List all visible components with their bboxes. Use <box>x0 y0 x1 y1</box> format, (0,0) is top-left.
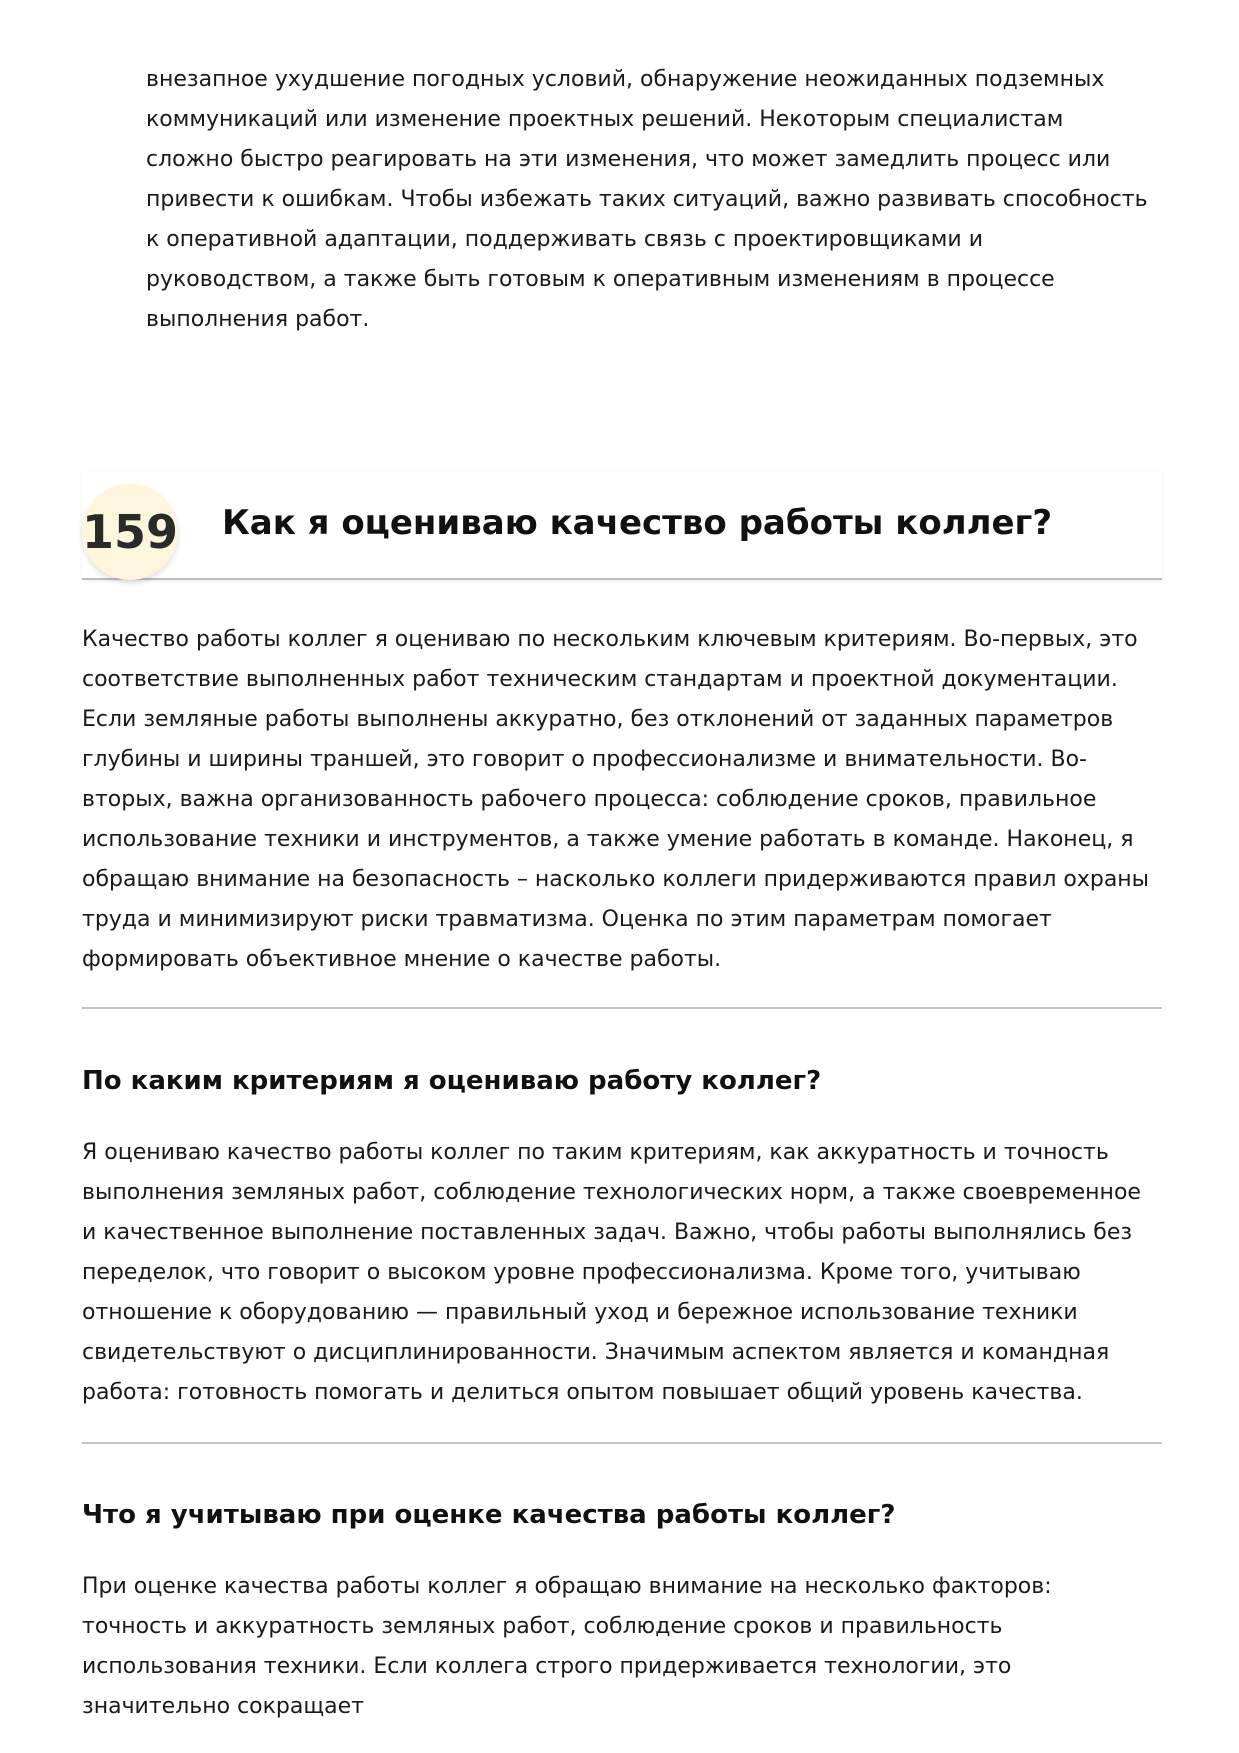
followup-answer: При оценке качества работы коллег я обращаю внимание на несколько факторов: точность и аккуратность земляных работ, соблюдение сроков и правильность использования техники. Если коллега строго придерживается технологии, это значительно сокращает <box>82 1574 1052 1719</box>
followup-question-title: По каким критериям я оцениваю работу коллег? <box>82 1066 822 1096</box>
question-title: Как я оцениваю качество работы коллег? <box>222 503 1053 543</box>
section-divider <box>82 1442 1162 1444</box>
continued-paragraph: внезапное ухудшение погодных условий, обнаружение неожиданных подземных коммуникаций или изменение проектных решений. Некоторым специалистам сложно быстро реагировать на эти изменения, что может замедлить процесс или привести к ошибкам. Чтобы избежать таких ситуаций, важно развивать способность к оперативной адаптации, поддерживать связь с проектировщиками и руководством, а также быть готовым к оперативным изменениям в процессе выполнения работ. <box>146 67 1148 332</box>
followup-question-title: Что я учитываю при оценке качества работы коллег? <box>82 1500 896 1530</box>
section-divider <box>82 1007 1162 1009</box>
followup-answer: Я оцениваю качество работы коллег по таким критериям, как аккуратность и точность выполнения земляных работ, соблюдение технологических норм, а также своевременное и качественное выполнение поставленных задач. Важно, чтобы работы выполнялись без переделок, что говорит о высоком уровне профессионализма. Кроме того, учитываю отношение к оборудованию — правильный уход и бережное использование техники свидетельствуют о дисциплинированности. Значимым аспектом является и командная работа: готовность помогать и делиться опытом повышает общий уровень качества. <box>82 1140 1141 1405</box>
question-answer: Качество работы коллег я оцениваю по нескольким ключевым критериям. Во-первых, это соответствие выполненных работ техническим стандартам и проектной документации. Если земляные работы выполнены аккуратно, без отклонений от заданных параметров глубины и ширины траншей, это говорит о профессионализме и внимательности. Во-вторых, важна организованность рабочего процесса: соблюдение сроков, правильное использование техники и инструментов, а также умение работать в команде. Наконец, я обращаю внимание на безопасность – насколько коллеги придерживаются правил охраны труда и минимизируют риски травматизма. Оценка по этим параметрам помогает формировать объективное мнение о качестве работы. <box>82 627 1150 972</box>
question-header <box>82 472 1162 580</box>
question-number-badge: 159 <box>82 484 178 580</box>
